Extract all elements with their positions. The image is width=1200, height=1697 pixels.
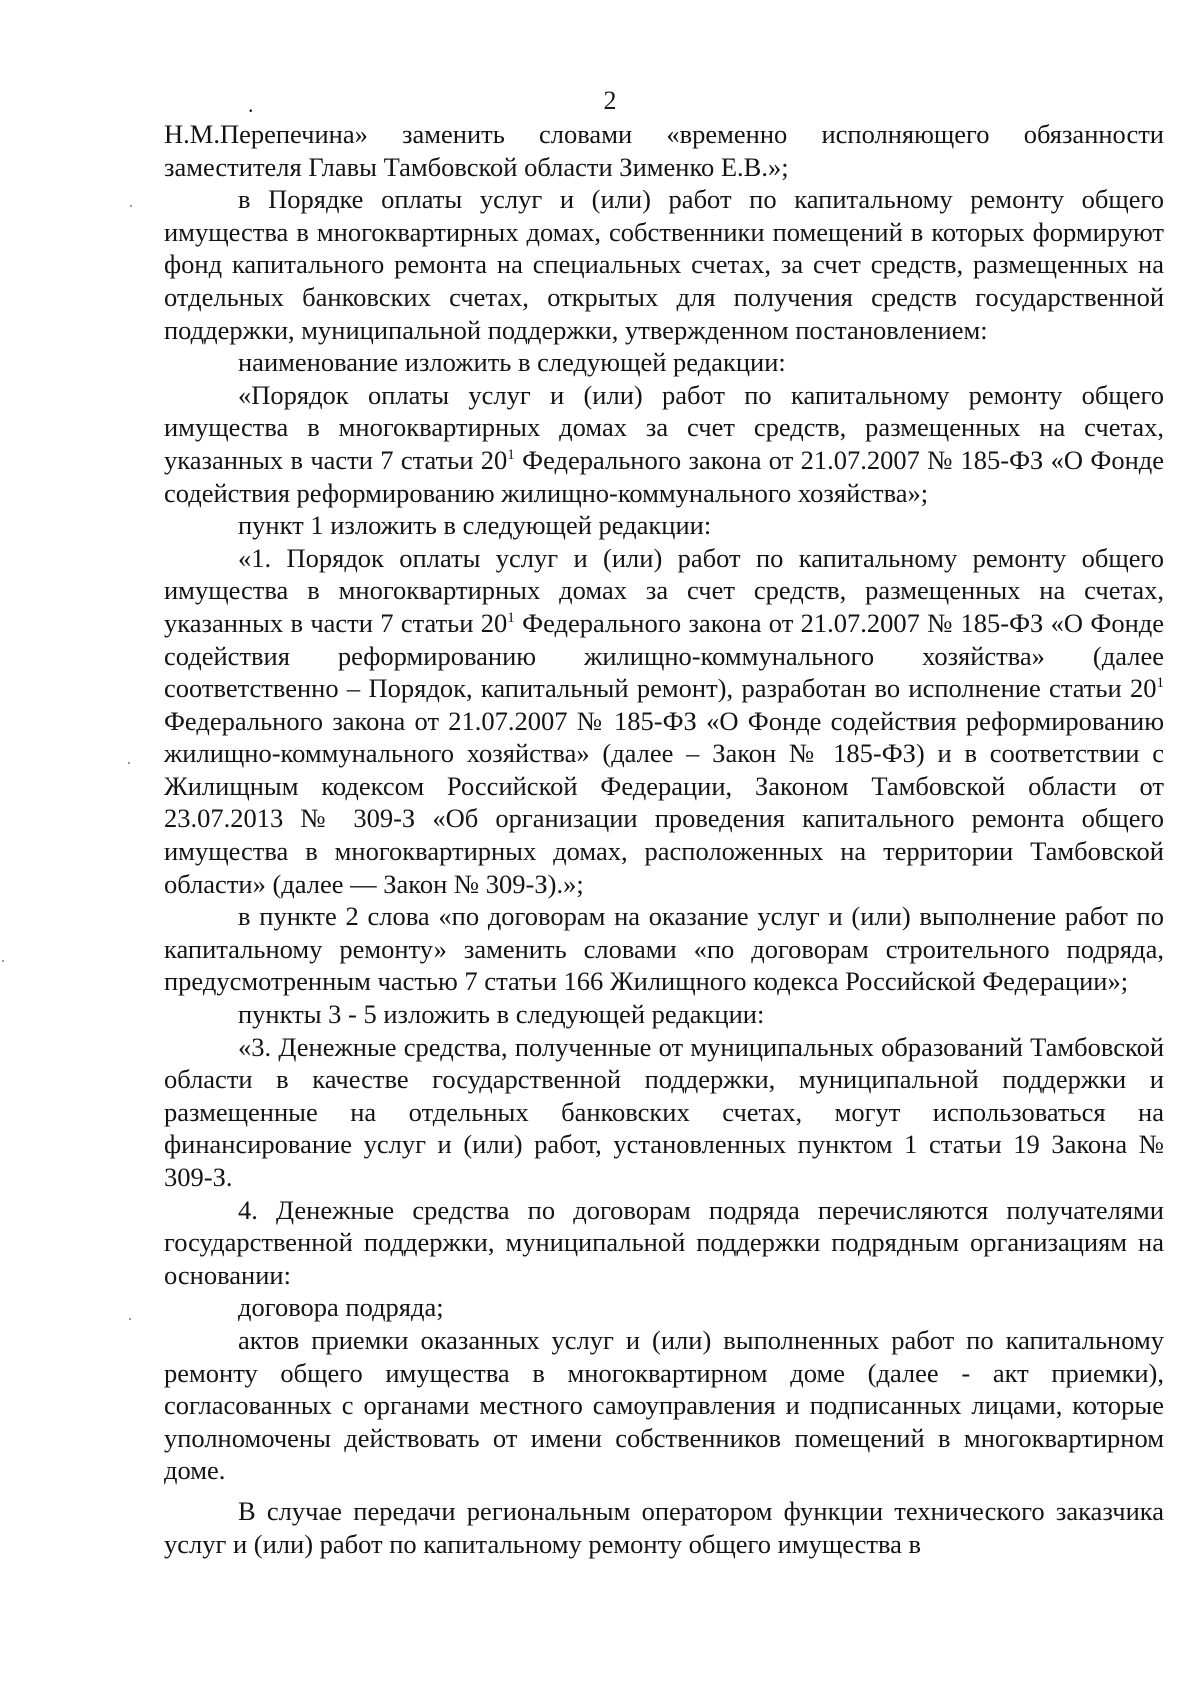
- scan-mark: [2, 960, 4, 962]
- paragraph: «3. Денежные средства, полученные от муниципальных образований Тамбовской области в качестве государственной поддержки, муниципальной поддержки и размещенные на отдельных банковских счетах, могут использоваться на финансирование услуг и (или) работ, установленных пунктом 1 статьи 19 Закона № 309-З.: [164, 1031, 1164, 1192]
- paragraph: актов приемки оказанных услуг и (или) выполненных работ по капитальному ремонту общего имущества в многоквартирном доме (далее - акт приемки), согласованных с органами местного самоуправления и подписанных лицами, которые уполномочены действовать от имени собственников помещений в многоквартирном доме.: [164, 1324, 1164, 1486]
- paragraph: в Порядке оплаты услуг и (или) работ по капитальному ремонту общего имущества в многоквартирных домах, собственники помещений в которых формируют фонд капитального ремонта на специальных счетах, за счет средств, размещенных на отдельных банковских счетах, открытых для получения средств государственной поддержки, муниципальной поддержки, утвержденном постановлением:: [164, 184, 1164, 345]
- scan-dot: .: [248, 92, 254, 117]
- paragraph: 4. Денежные средства по договорам подряда перечисляются получателями государственной поддержки, муниципальной поддержки подрядным организациям на основании:: [164, 1194, 1164, 1290]
- scan-mark: [130, 205, 132, 207]
- paragraph: В случае передачи региональным оператором функции технического заказчика услуг и (или) работ по капитальному ремонту общего имущества в: [164, 1495, 1164, 1559]
- paragraph: пункт 1 изложить в следующей редакции:: [238, 510, 712, 541]
- paragraph: договора подряда;: [238, 1292, 444, 1323]
- scan-mark: [128, 762, 130, 764]
- superscript-one: 1: [507, 446, 515, 463]
- paragraph: в пункте 2 слова «по договорам на оказание услуг и (или) выполнение работ по капитальному ремонту» заменить словами «по договорам строительного подряда, предусмотренным частью 7 статьи 166 Жилищного кодекса Российской Федерации»;: [164, 901, 1164, 997]
- paragraph: наименование изложить в следующей редакции:: [238, 347, 786, 378]
- superscript-one: 1: [507, 609, 515, 626]
- page-number: 2: [603, 86, 617, 115]
- superscript-one: 1: [1156, 675, 1164, 692]
- scan-mark: [129, 1318, 131, 1320]
- document-body: [164, 118, 1164, 1560]
- paragraph: «Порядок оплаты услуг и (или) работ по капитальному ремонту общего имущества в многоквартирных домах за счет средств, размещенных на счетах, указанных в части 7 статьи $20^1$ Федерального закона от 21.07.2007 № 185-ФЗ «О Фонде содействия реформированию жилищно-коммунального хозяйства»;: [164, 379, 1164, 508]
- paragraph: Н.М.Перепечина» заменить словами «временно исполняющего обязанности заместителя Главы Тамбовской области Зименко Е.В.»;: [164, 119, 1164, 182]
- paragraph: пункты 3 - 5 изложить в следующей редакции:: [238, 999, 765, 1030]
- paragraph: «1. Порядок оплаты услуг и (или) работ по капитальному ремонту общего имущества в многоквартирных домах за счет средств, размещенных на счетах, указанных в части 7 статьи $20^1$ Федерального закона от 21.07.2007 № 185-ФЗ «О Фонде содействия реформированию жилищно-коммунального хозяйства» (далее соответственно – Порядок, капитальный ремонт), разработан во исполнение статьи $20^1$ Федерального закона от 21.07.2007 № 185-ФЗ «О Фонде содействия реформированию жилищно-коммунального хозяйства» (далее – Закон № 185-ФЗ) и в соответствии с Жилищным кодексом Российской Федерации, Законом Тамбовской области от 23.07.2013 № 309-З «Об организации проведения капитального ремонта общего имущества в многоквартирных домах, расположенных на территории Тамбовской области» (далее — Закон № 309-З).»;: [164, 542, 1164, 899]
